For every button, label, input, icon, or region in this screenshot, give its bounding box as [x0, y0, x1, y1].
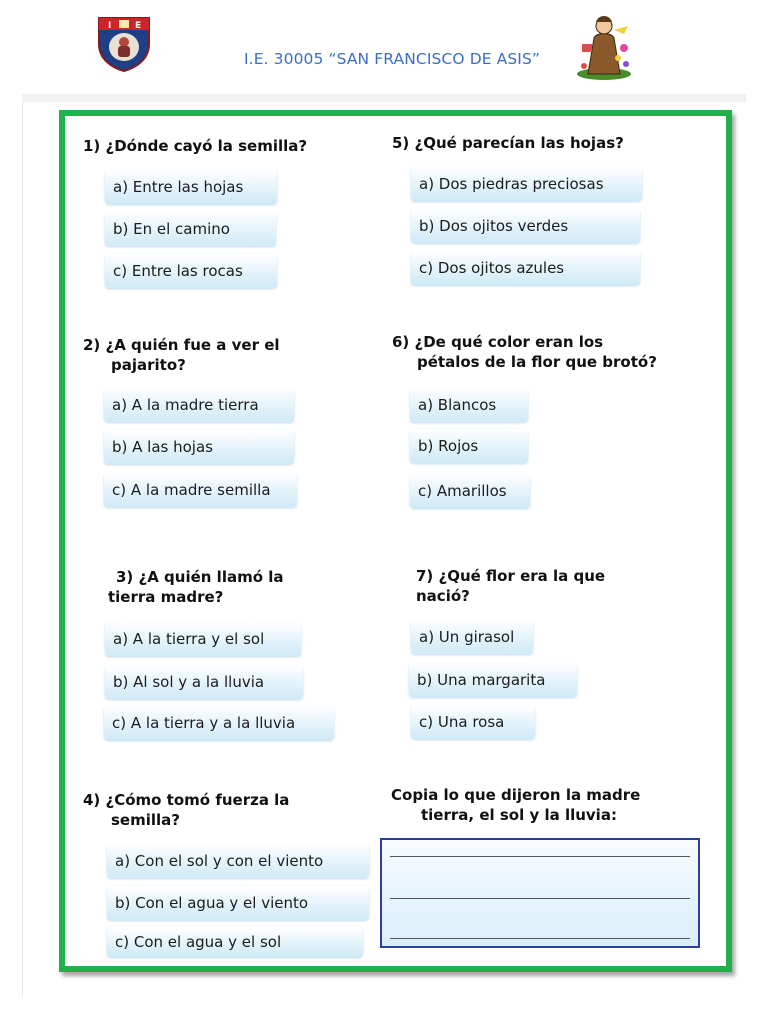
- question-7-line-1: 7) ¿Qué flor era la que: [416, 567, 606, 585]
- q2-option-b[interactable]: b) A las hojas: [104, 430, 294, 464]
- question-2-line-2: pajarito?: [111, 356, 186, 374]
- q6-option-a[interactable]: a) Blancos: [410, 388, 528, 422]
- q3-option-a[interactable]: a) A la tierra y el sol: [105, 622, 301, 656]
- q4-option-a[interactable]: a) Con el sol y con el viento: [107, 844, 369, 878]
- saint-francis-illustration: [574, 8, 634, 80]
- question-7-line-2: nació?: [416, 587, 470, 605]
- q6-option-c[interactable]: c) Amarillos: [410, 474, 530, 508]
- q2-option-a[interactable]: a) A la madre tierra: [104, 388, 294, 422]
- q1-option-b[interactable]: b) En el camino: [105, 212, 276, 246]
- writing-line-2: [390, 898, 690, 899]
- q7-option-c[interactable]: c) Una rosa: [411, 705, 535, 739]
- school-title: I.E. 30005 “SAN FRANCISCO DE ASIS”: [244, 50, 541, 68]
- writing-line-3: [390, 938, 690, 939]
- question-4-line-1: 4) ¿Cómo tomó fuerza la: [83, 791, 290, 809]
- question-3-line-1: 3) ¿A quién llamó la: [116, 568, 284, 586]
- q1-option-c[interactable]: c) Entre las rocas: [105, 254, 277, 288]
- question-6-line-2: pétalos de la flor que brotó?: [417, 353, 657, 371]
- question-5-text: 5) ¿Qué parecían las hojas?: [392, 134, 624, 152]
- question-3: [108, 567, 284, 607]
- question-1-text: 1) ¿Dónde cayó la semilla?: [83, 137, 308, 155]
- question-7: [416, 566, 605, 606]
- question-5: [392, 133, 624, 153]
- writing-line-1: [390, 856, 690, 857]
- q4-option-b[interactable]: b) Con el agua y el viento: [107, 886, 369, 920]
- q7-option-a[interactable]: a) Un girasol: [411, 620, 533, 654]
- q2-option-c[interactable]: c) A la madre semilla: [104, 473, 297, 507]
- school-crest-logo: [95, 14, 153, 72]
- q3-option-c[interactable]: c) A la tierra y a la lluvia: [104, 706, 334, 740]
- copy-answer-box[interactable]: [380, 838, 700, 948]
- copy-task-line-1: Copia lo que dijeron la madre: [391, 786, 641, 804]
- question-6-line-1: 6) ¿De qué color eran los: [392, 333, 604, 351]
- crest-letter-e: E: [135, 21, 142, 31]
- q3-option-b[interactable]: b) Al sol y a la lluvia: [105, 665, 303, 699]
- question-2: [83, 335, 280, 375]
- question-4: [83, 790, 289, 830]
- question-1: [83, 136, 307, 156]
- left-margin-line: [22, 102, 23, 997]
- q1-option-a[interactable]: a) Entre las hojas: [105, 170, 277, 204]
- copy-task-line-2: tierra, el sol y la lluvia:: [421, 806, 617, 824]
- q4-option-c[interactable]: c) Con el agua y el sol: [107, 927, 363, 957]
- question-4-line-2: semilla?: [111, 811, 180, 829]
- q5-option-a[interactable]: a) Dos piedras preciosas: [411, 167, 642, 201]
- q6-option-b[interactable]: b) Rojos: [410, 429, 528, 463]
- q5-option-c[interactable]: c) Dos ojitos azules: [411, 251, 640, 285]
- q7-option-b[interactable]: b) Una margarita: [409, 663, 577, 697]
- question-6: [392, 332, 657, 372]
- q5-option-b[interactable]: b) Dos ojitos verdes: [411, 209, 640, 243]
- question-2-line-1: 2) ¿A quién fue a ver el: [83, 336, 280, 354]
- header-divider: [22, 94, 746, 102]
- crest-letter-i: I: [108, 21, 112, 31]
- question-3-line-2: tierra madre?: [108, 588, 224, 606]
- copy-task-heading: [391, 785, 640, 825]
